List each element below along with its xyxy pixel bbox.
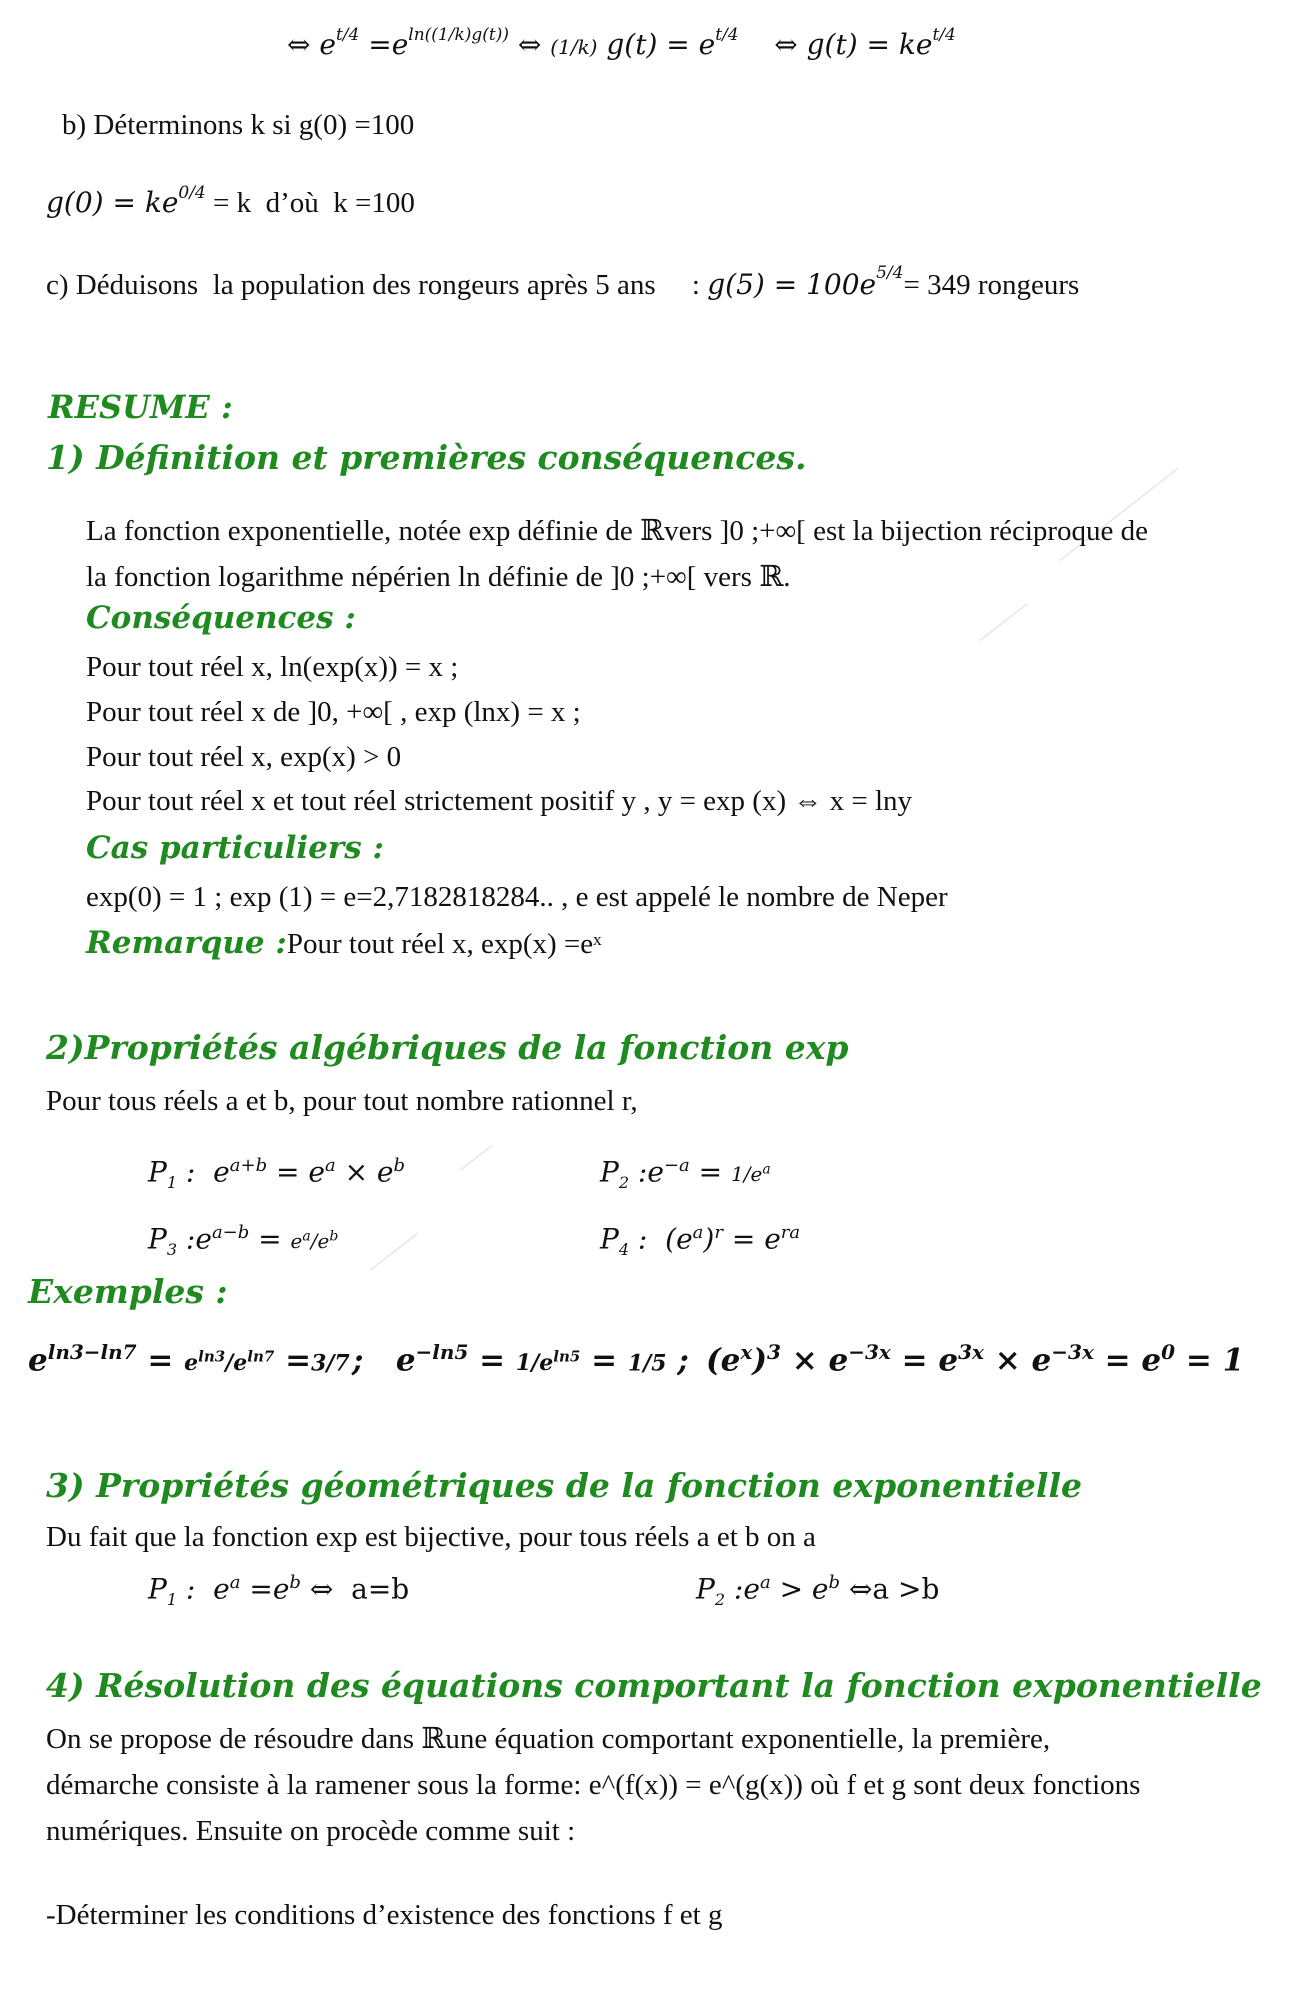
property-p2: $P_2$ $:e^{-a} = 1/e^a$ <box>600 1155 771 1192</box>
example-3: $(e^x)^3 \times e^{-3x} = e^{3x} \times e^{-3x} = e^0 = 1$ <box>706 1340 1245 1379</box>
equation-chain: ⇔ $e^{t/4} =e^{ln((1/k)g(t))}$ ⇔ (1/k) $g(t) = e^{t/4}$ ⇔ $g(t) = ke^{t/4}$ <box>287 24 956 61</box>
part-c-line: c) Déduisons la population des rongeurs après 5 ans : $g(5) = 100e^{5/4}= 349$ rongeurs <box>46 262 1080 301</box>
geometric-property-p1: $P_1$ : $e^a =e^b$ ⇔ a=b <box>148 1572 410 1609</box>
method-step: -Déterminer les conditions d’existence des fonctions f et g <box>46 1899 723 1931</box>
special-cases-line: exp(0) = 1 ; exp (1) = e=2,7182818284.. , e est appelé le nombre de Neper <box>86 881 948 913</box>
scan-mark <box>370 1233 418 1271</box>
section-3-heading: 3) Propriétés géométriques de la fonction exponentielle <box>46 1466 1082 1505</box>
property-p1: $P_1$ : $e^{a+b} = e^a \times e^b$ <box>148 1155 406 1192</box>
consequence-item: Pour tout réel x de ]0, +∞[ , exp (lnx) = x ; <box>86 696 581 728</box>
section-1-paragraph-line: la fonction logarithme népérien ln définie de ]0 ;+∞[ vers ℝ. <box>86 561 791 593</box>
consequence-item: Pour tout réel x et tout réel strictement positif y , y = exp (x) ⇔ x = lny <box>86 785 913 817</box>
property-p4: $P_4$ : $(e^a)^r = e^{ra}$ <box>600 1222 801 1259</box>
section-2-intro: Pour tous réels a et b, pour tout nombre rationnel r, <box>46 1085 638 1117</box>
section-1-paragraph <box>86 508 1286 600</box>
examples-heading: Exemples : <box>28 1272 228 1311</box>
example-1: $e^{ln3-ln7} = e^{ln3}/e^{ln7} =3/7$ <box>28 1340 350 1379</box>
section-4-paragraph-line: numériques. Ensuite on procède comme suit : <box>46 1815 576 1847</box>
remark-line <box>86 925 602 962</box>
section-4-paragraph-line: On se propose de résoudre dans ℝune équation comportant exponentielle, la première, <box>46 1723 1051 1755</box>
section-2-heading: 2)Propriétés algébriques de la fonction exp <box>46 1028 849 1067</box>
consequence-item: Pour tout réel x, exp(x) > 0 <box>86 741 402 773</box>
scan-mark <box>980 603 1028 641</box>
consequence-item: Pour tout réel x, ln(exp(x)) = x ; <box>86 651 459 683</box>
special-cases-heading: Cas particuliers : <box>86 830 384 866</box>
remark-text: Pour tout réel x, exp(x) =eˣ <box>286 928 602 960</box>
section-3-intro: Du fait que la fonction exp est bijective, pour tous réels a et b on a <box>46 1521 816 1553</box>
section-4-paragraph <box>46 1716 1286 1854</box>
property-p3: $P_3$ $:e^{a-b} = e^a/e^b$ <box>148 1222 339 1259</box>
remark-label: Remarque : <box>86 925 287 961</box>
example-2: ; $e^{-ln5} = 1/e^{ln5} = 1/5$ ; <box>352 1340 689 1379</box>
section-1-heading: 1) Définition et premières conséquences. <box>46 438 807 477</box>
part-b-title: b) Déterminons k si g(0) =100 <box>62 109 415 141</box>
resume-heading: RESUME : <box>48 388 233 426</box>
scan-mark <box>460 1145 492 1170</box>
geometric-property-p2: $P_2$ $:e^a > e^b$ ⇔a >b <box>696 1572 940 1609</box>
consequences-heading: Conséquences : <box>86 600 356 636</box>
section-1-paragraph-line: La fonction exponentielle, notée exp définie de ℝvers ]0 ;+∞[ est la bijection réciproque de <box>86 515 1149 547</box>
section-4-paragraph-line: démarche consiste à la ramener sous la forme: e^(f(x)) = e^(g(x)) où f et g sont deux fonctions <box>46 1769 1141 1801</box>
part-b-calculation: $g(0) = ke^{0/4} = k$ d’où k =100 <box>46 182 415 219</box>
section-4-heading: 4) Résolution des équations comportant la fonction exponentielle <box>46 1666 1262 1705</box>
